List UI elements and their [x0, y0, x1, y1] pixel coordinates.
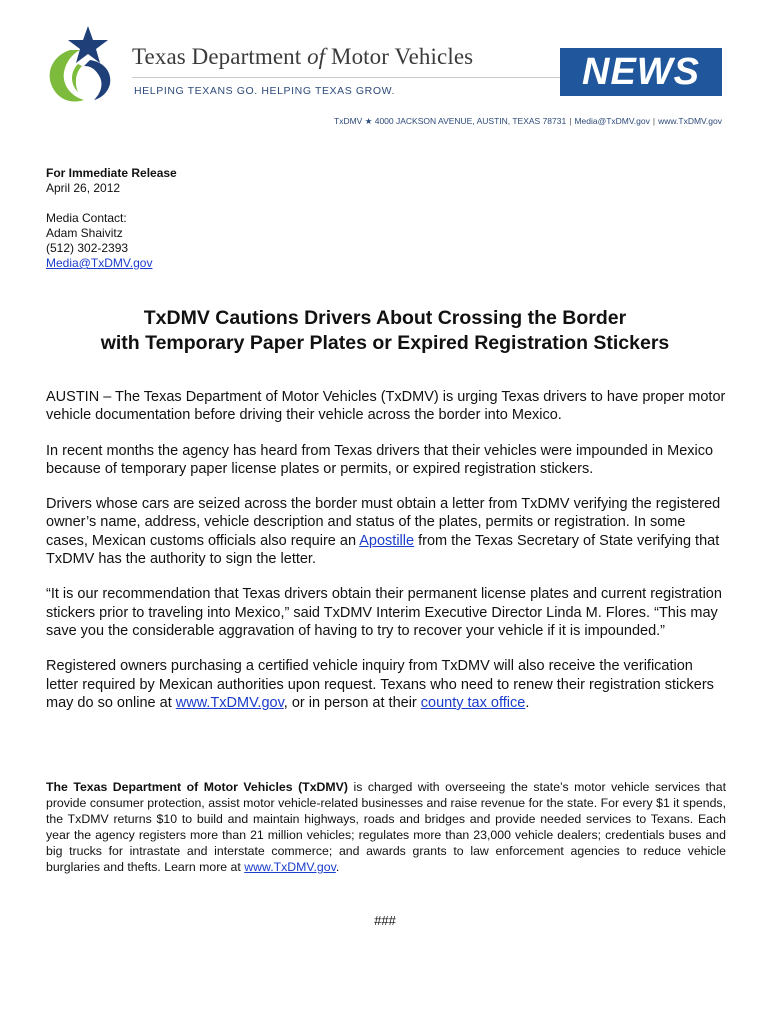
header-divider: [132, 77, 560, 78]
txdmv-site-link[interactable]: www.TxDMV.gov: [175, 694, 284, 711]
apostille-link[interactable]: Apostille: [359, 532, 415, 549]
txdmv-star-logo-icon: [40, 26, 126, 106]
star-icon: ★: [364, 116, 373, 126]
boilerplate: The Texas Department of Motor Vehicles (TxDMV) is charged with overseeing the state’s motor vehicle services that provide consumer protection, assist motor vehicle-related businesses and raise revenue for the state. For every $1 it spends, the TxDMV returns $10 to build and maintain highways, roads and bridges and provide needed services to Texans. Each year the agency registers more than 21 million vehicles; regulates more than 23,000 vehicle dealers; credentials buses and big trucks for intrastate and interstate commerce; and awards grants to law enforcement agencies to reduce vehicle burglaries and thefts. Learn more at www.TxDMV.gov.: [46, 780, 726, 874]
paragraph-2: In recent months the agency has heard from Texas drivers that their vehicles were impounded in Mexico because of temporary paper license plates or permits, or expired registration stickers.: [46, 442, 714, 477]
header-email-link[interactable]: Media@TxDMV.gov: [574, 116, 650, 126]
paragraph-5: Registered owners purchasing a certified vehicle inquiry from TxDMV will also receive the verification letter required by Mexican authorities upon request. Texans who need to renew their registration stickers may do so online at www.TxDMV.gov, or in person at their county tax office.: [46, 658, 714, 711]
media-contact-label: Media Contact:: [46, 211, 127, 225]
release-info: [46, 166, 177, 271]
news-label: NEWS: [582, 50, 700, 93]
letterhead: [0, 0, 770, 140]
county-tax-office-link[interactable]: county tax office: [420, 694, 526, 711]
news-badge: [560, 48, 722, 96]
paragraph-1: AUSTIN – The Texas Department of Motor Vehicles (TxDMV) is urging Texas drivers to have proper motor vehicle documentation before driving their vehicle across the border into Mexico.: [46, 389, 726, 424]
org-name: Texas Department of Motor Vehicles: [132, 44, 474, 69]
contact-email-link[interactable]: Media@TxDMV.gov: [46, 256, 153, 270]
release-label: For Immediate Release: [46, 166, 177, 180]
release-date: April 26, 2012: [46, 181, 121, 195]
headline-line-2: with Temporary Paper Plates or Expired Registration Stickers: [100, 332, 670, 354]
paragraph-4: “It is our recommendation that Texas drivers obtain their permanent license plates and current registration stickers prior to traveling into Mexico,” said TxDMV Interim Executive Director Linda M. Flores. “This may save you the considerable aggravation of having to try to recover your vehicle if it is impounded.”: [46, 586, 722, 639]
header-site-link[interactable]: www.TxDMV.gov: [658, 116, 722, 126]
boilerplate-site-link[interactable]: www.TxDMV.gov: [244, 860, 336, 874]
tagline: HELPING TEXANS GO. HELPING TEXAS GROW.: [134, 85, 396, 97]
paragraph-3: Drivers whose cars are seized across the border must obtain a letter from TxDMV verifying the registered owner’s name, address, vehicle description and status of the plates, permits or registration. In some cases, Mexican customs officials also require an Apostille from the Texas Secretary of State verifying that TxDMV has the authority to sign the letter.: [46, 496, 721, 568]
article-body: [46, 388, 726, 729]
headline: [46, 306, 724, 356]
contact-line: TxDMV ★ 4000 JACKSON AVENUE, AUSTIN, TEXAS 78731 | Media@TxDMV.gov | www.TxDMV.gov: [334, 116, 722, 126]
headline-line-1: TxDMV Cautions Drivers About Crossing the Border: [143, 307, 627, 329]
end-mark: ###: [374, 913, 396, 928]
contact-phone: (512) 302-2393: [46, 241, 129, 255]
contact-name: Adam Shaivitz: [46, 226, 123, 240]
